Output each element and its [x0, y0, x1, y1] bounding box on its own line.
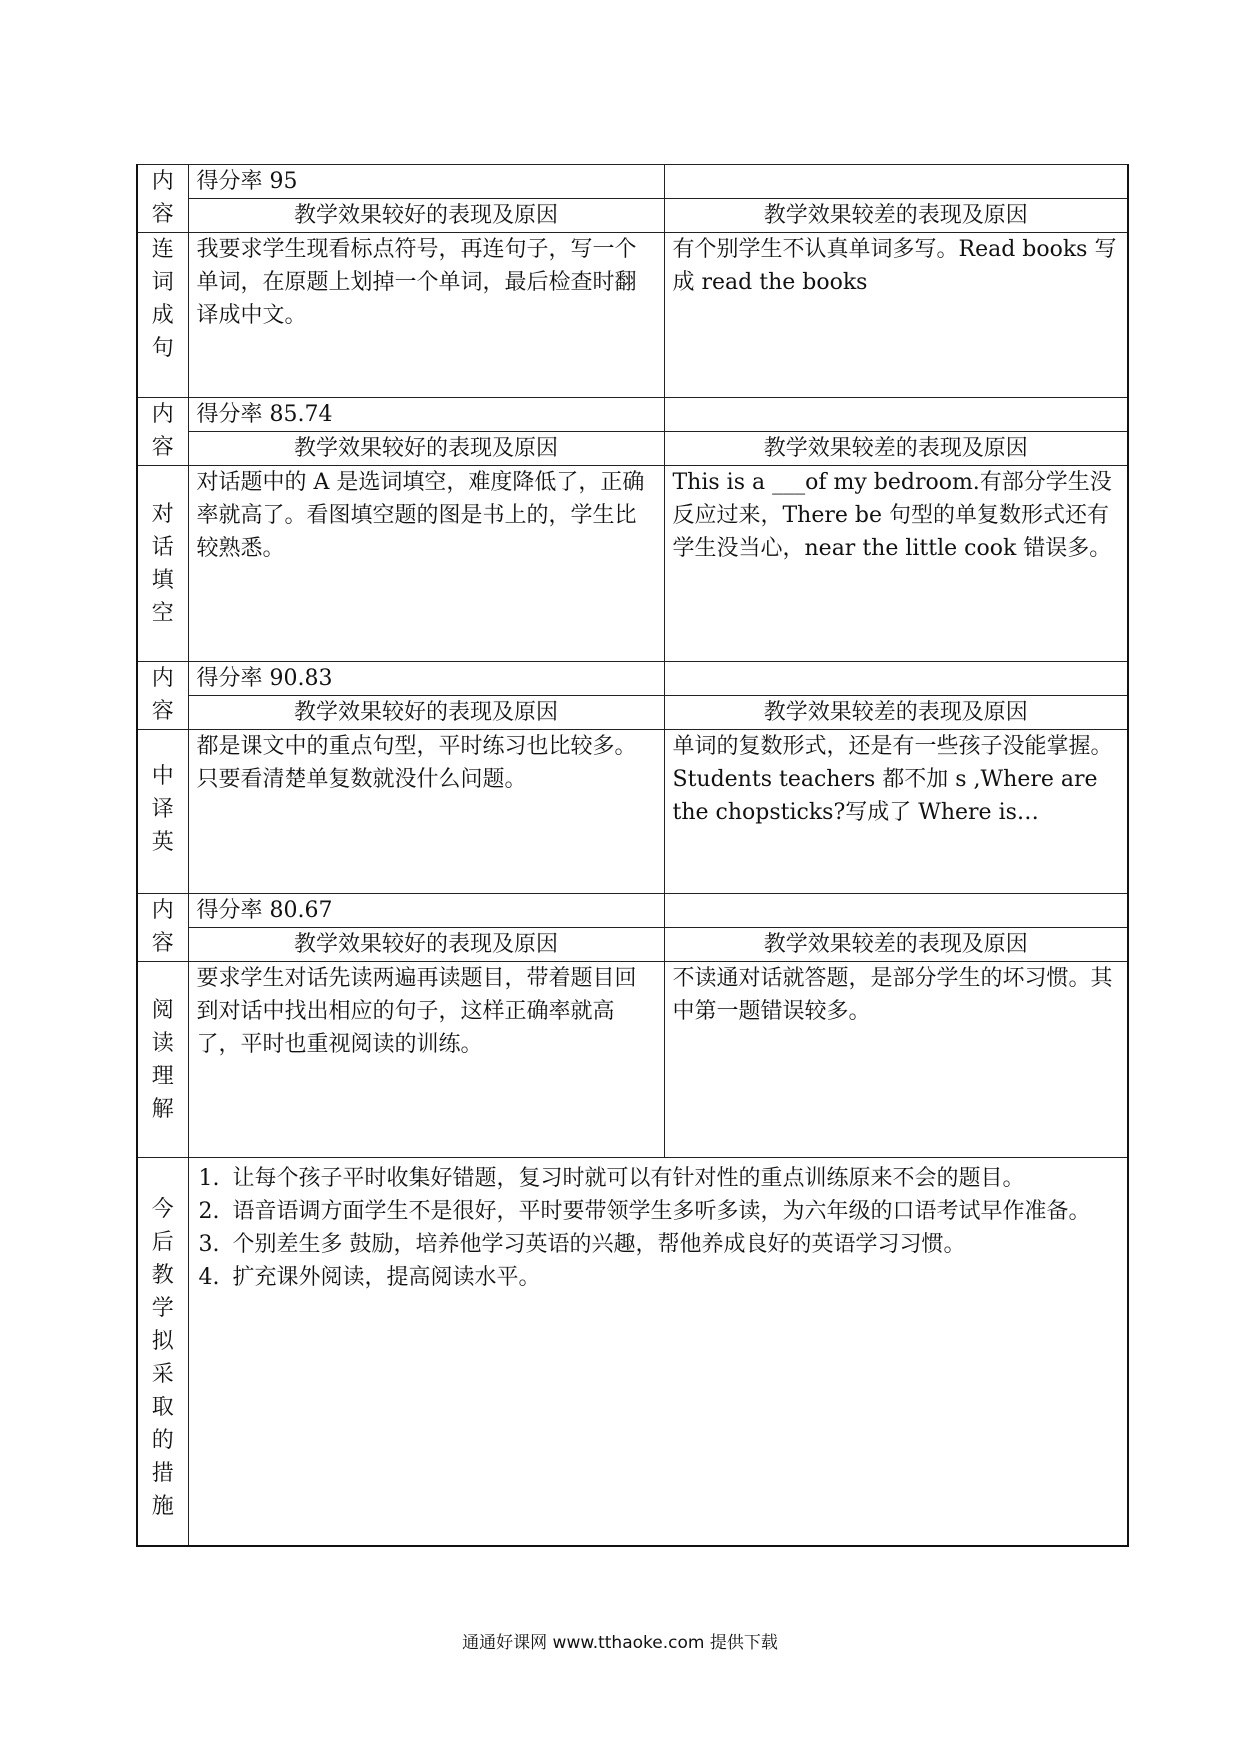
score-blank: [664, 165, 1128, 199]
measure-item: 4. 扩充课外阅读，提高阅读水平。: [227, 1261, 1120, 1294]
measure-item: 2. 语音语调方面学生不是很好，平时要带领学生多听多读，为六年级的口语考试早作准备。: [227, 1195, 1120, 1228]
content-label: 内 容: [137, 662, 188, 730]
score-rate: 得分率 85.74: [188, 398, 664, 432]
item-label: 中 译 英: [137, 730, 188, 894]
measures-label: 今 后 教 学 拟 采 取 的 措 施: [137, 1158, 188, 1546]
bad-header: 教学效果较差的表现及原因: [664, 696, 1128, 730]
item-label: 阅 读 理 解: [137, 962, 188, 1158]
score-blank: [664, 398, 1128, 432]
item-label: 对 话 填 空: [137, 466, 188, 662]
content-label: 内 容: [137, 894, 188, 962]
bad-text: This is a ___of my bedroom.有部分学生没反应过来，There be 句型的单复数形式还有学生没当心，near the little cook 错误多。: [664, 466, 1128, 662]
bad-text: 有个别学生不认真单词多写。Read books 写成 read the books: [664, 233, 1128, 398]
good-text: 我要求学生现看标点符号，再连句子，写一个单词，在原题上划掉一个单词，最后检查时翻译成中文。: [188, 233, 664, 398]
good-text: 要求学生对话先读两遍再读题目，带着题目回到对话中找出相应的句子，这样正确率就高了，平时也重视阅读的训练。: [188, 962, 664, 1158]
content-label: 内 容: [137, 165, 188, 233]
analysis-table: [136, 164, 1129, 1547]
score-rate: 得分率 95: [188, 165, 664, 199]
score-blank: [664, 894, 1128, 928]
score-blank: [664, 662, 1128, 696]
bad-header: 教学效果较差的表现及原因: [664, 928, 1128, 962]
measures-list: [189, 1158, 1120, 1294]
good-header: 教学效果较好的表现及原因: [188, 928, 664, 962]
bad-header: 教学效果较差的表现及原因: [664, 432, 1128, 466]
good-header: 教学效果较好的表现及原因: [188, 199, 664, 233]
measures-list-cell: [188, 1158, 1128, 1546]
footer-credit: 通通好课网 www.tthaoke.com 提供下载: [462, 1633, 778, 1653]
item-label: 连 词 成 句: [137, 233, 188, 398]
score-rate: 得分率 80.67: [188, 894, 664, 928]
score-rate: 得分率 90.83: [188, 662, 664, 696]
good-header: 教学效果较好的表现及原因: [188, 696, 664, 730]
bad-text: 不读通对话就答题，是部分学生的坏习惯。其中第一题错误较多。: [664, 962, 1128, 1158]
good-text: 对话题中的 A 是选词填空，难度降低了，正确率就高了。看图填空题的图是书上的，学生比较熟悉。: [188, 466, 664, 662]
measure-item: 1. 让每个孩子平时收集好错题，复习时就可以有针对性的重点训练原来不会的题目。: [227, 1162, 1120, 1195]
content-label: 内 容: [137, 398, 188, 466]
bad-header: 教学效果较差的表现及原因: [664, 199, 1128, 233]
good-header: 教学效果较好的表现及原因: [188, 432, 664, 466]
measure-item: 3. 个别差生多 鼓励，培养他学习英语的兴趣，帮他养成良好的英语学习习惯。: [227, 1228, 1120, 1261]
good-text: 都是课文中的重点句型，平时练习也比较多。只要看清楚单复数就没什么问题。: [188, 730, 664, 894]
bad-text: 单词的复数形式，还是有一些孩子没能掌握。Students teachers 都不加 s ,Where are the chopsticks?写成了 Where is…: [664, 730, 1128, 894]
